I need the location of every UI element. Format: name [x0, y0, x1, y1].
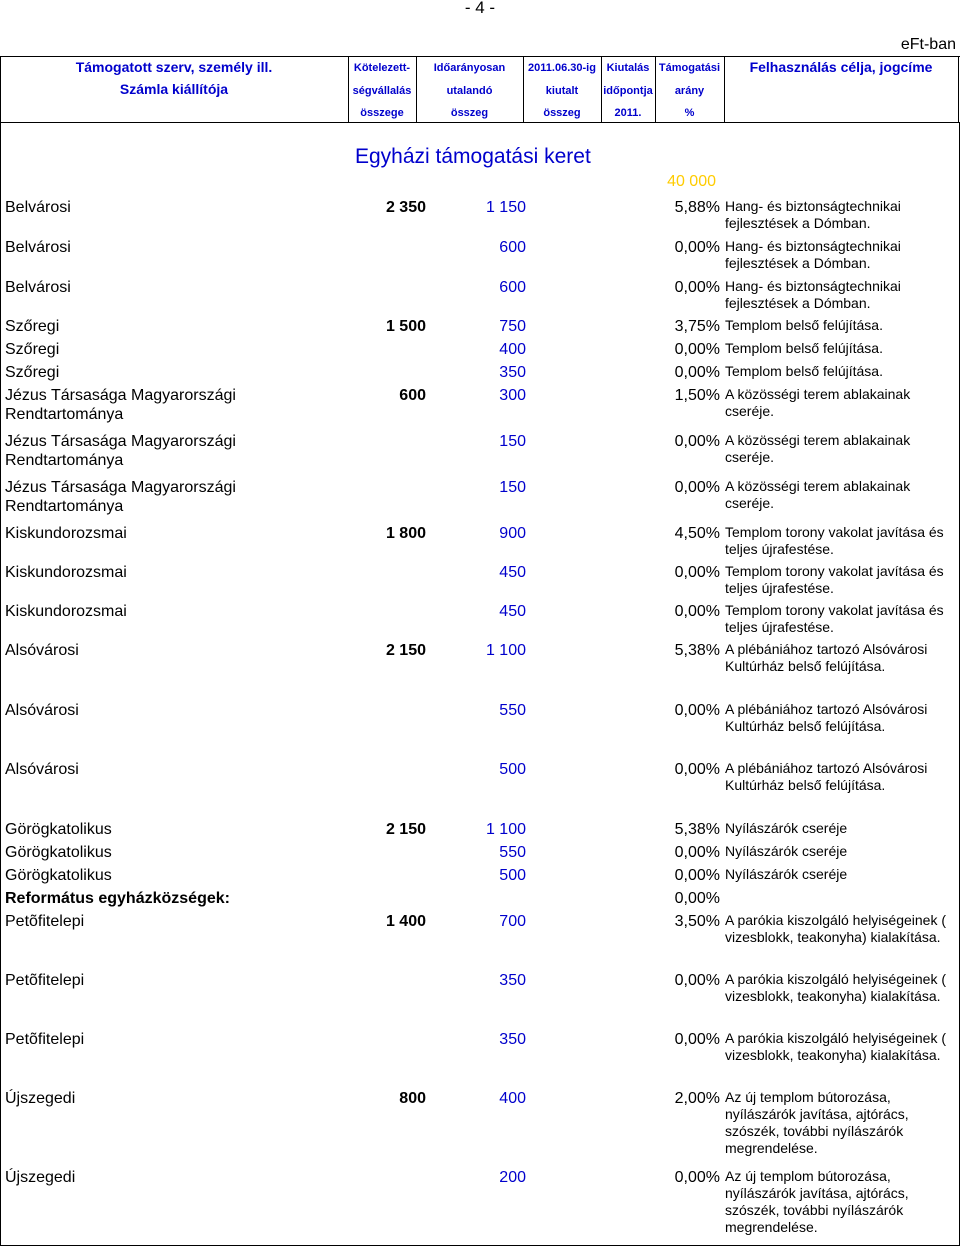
support-ratio: 1,50%	[674, 387, 720, 404]
section-title: Egyházi támogatási keret	[355, 145, 591, 168]
header-prorata-2: utalandó	[446, 85, 493, 97]
section-total: 40 000	[667, 173, 716, 190]
purpose-text: Az új templom bútorozása, nyílászárók javítása, ajtórács, szószék, további nyílászárók megrendelése.	[725, 1089, 909, 1156]
support-ratio: 0,00%	[674, 702, 720, 719]
org-name: Szőregi	[5, 318, 60, 335]
support-ratio: 0,00%	[674, 564, 720, 581]
purpose-text: A plébániához tartozó Alsóvárosi Kultúrház belső felújítása.	[725, 701, 928, 734]
purpose-text: Hang- és biztonságtechnikai fejlesztések a Dómban.	[725, 238, 901, 271]
support-ratio: 0,00%	[674, 279, 720, 296]
purpose-text: A plébániához tartozó Alsóvárosi Kultúrház belső felújítása.	[725, 641, 928, 674]
header-prorata-1: Időarányosan	[433, 62, 506, 74]
purpose-text: Templom belső felújítása.	[725, 340, 883, 356]
purpose-text: Templom belső felújítása.	[725, 363, 883, 379]
prorata-amount: 350	[499, 1031, 526, 1048]
prorata-amount: 1 100	[485, 821, 526, 838]
support-ratio: 5,88%	[674, 199, 720, 216]
support-ratio: 0,00%	[674, 761, 720, 778]
support-ratio: 0,00%	[674, 341, 720, 358]
purpose-text: A parókia kiszolgáló helyiségeinek ( vizesblokk, teakonyha) kialakítása.	[725, 971, 947, 1004]
org-name: Jézus Társasága Magyarországi Rendtartománya	[5, 433, 236, 469]
support-ratio: 0,00%	[674, 433, 720, 450]
purpose-text: A parókia kiszolgáló helyiségeinek ( vizesblokk, teakonyha) kialakítása.	[725, 912, 947, 945]
org-name: Petõfitelepi	[5, 1031, 85, 1048]
prorata-amount: 750	[499, 318, 526, 335]
prorata-amount: 350	[499, 972, 526, 989]
header-paid-2: kiutalt	[545, 85, 579, 97]
support-ratio: 3,50%	[674, 913, 720, 930]
support-ratio: 0,00%	[674, 844, 720, 861]
org-name: Belvárosi	[5, 199, 71, 216]
purpose-text: Nyílászárók cseréje	[725, 820, 848, 836]
header-top-rule	[0, 56, 960, 57]
purpose-text: A plébániához tartozó Alsóvárosi Kultúrház belső felújítása.	[725, 760, 928, 793]
prorata-amount: 1 100	[485, 642, 526, 659]
org-name: Görögkatolikus	[5, 867, 112, 884]
support-ratio: 0,00%	[674, 1031, 720, 1048]
prorata-amount: 500	[499, 867, 526, 884]
header-ratio-1: Támogatási	[658, 62, 721, 74]
commitment-amount: 800	[399, 1090, 426, 1107]
org-name: Kiskundorozsmai	[5, 603, 127, 620]
purpose-text: A közösségi terem ablakainak cseréje.	[725, 478, 911, 511]
org-name: Alsóvárosi	[5, 642, 79, 659]
header-commit-2: ségvállalás	[352, 85, 412, 97]
header-paid-1: 2011.06.30-ig	[528, 62, 596, 74]
org-name: Petõfitelepi	[5, 913, 85, 930]
org-name: Görögkatolikus	[5, 821, 112, 838]
org-name: Belvárosi	[5, 239, 71, 256]
purpose-text: A parókia kiszolgáló helyiségeinek ( vizesblokk, teakonyha) kialakítása.	[725, 1030, 947, 1063]
support-ratio: 3,75%	[674, 318, 720, 335]
purpose-text: A közösségi terem ablakainak cseréje.	[725, 432, 911, 465]
header-ratio-3: %	[684, 107, 695, 119]
header-prorata-3: összeg	[450, 107, 489, 119]
unit-label: eFt-ban	[900, 36, 956, 53]
prorata-amount: 400	[499, 341, 526, 358]
org-name: Szőregi	[5, 341, 60, 358]
prorata-amount: 350	[499, 364, 526, 381]
org-name: Jézus Társasága Magyarországi Rendtartománya	[5, 479, 236, 515]
purpose-text: Hang- és biztonságtechnikai fejlesztések a Dómban.	[725, 278, 901, 311]
org-name: Kiskundorozsmai	[5, 525, 127, 542]
prorata-amount: 600	[499, 239, 526, 256]
support-ratio: 0,00%	[674, 972, 720, 989]
prorata-amount: 450	[499, 564, 526, 581]
commitment-amount: 1 500	[385, 318, 426, 335]
purpose-text: Templom belső felújítása.	[725, 317, 883, 333]
support-ratio: 0,00%	[674, 603, 720, 620]
org-name: Református egyházközségek:	[5, 890, 230, 907]
prorata-amount: 300	[499, 387, 526, 404]
table-header	[0, 56, 960, 122]
org-name: Jézus Társasága Magyarországi Rendtartománya	[5, 387, 236, 423]
commitment-amount: 2 150	[385, 821, 426, 838]
purpose-text: Templom torony vakolat javítása és teljes újrafestése.	[725, 602, 944, 635]
commitment-amount: 1 800	[385, 525, 426, 542]
support-ratio: 5,38%	[674, 821, 720, 838]
org-name: Alsóvárosi	[5, 702, 79, 719]
support-ratio: 0,00%	[674, 1169, 720, 1186]
org-name: Görögkatolikus	[5, 844, 112, 861]
support-ratio: 0,00%	[674, 890, 720, 907]
purpose-text: Az új templom bútorozása, nyílászárók javítása, ajtórács, szószék, további nyílászárók megrendelése.	[725, 1168, 909, 1235]
prorata-amount: 150	[499, 433, 526, 450]
prorata-amount: 450	[499, 603, 526, 620]
purpose-text: Nyílászárók cseréje	[725, 866, 848, 882]
org-name: Belvárosi	[5, 279, 71, 296]
commitment-amount: 1 400	[385, 913, 426, 930]
org-name: Újszegedi	[5, 1090, 76, 1107]
header-purpose: Felhasználás célja, jogcíme	[749, 59, 933, 75]
prorata-amount: 550	[499, 702, 526, 719]
commitment-amount: 600	[399, 387, 426, 404]
header-org: Támogatott szerv, személy ill.	[75, 59, 273, 75]
org-name: Szőregi	[5, 364, 60, 381]
header-commit-1: Kötelezett-	[353, 62, 411, 74]
header-paid-3: összeg	[543, 107, 581, 119]
org-name: Alsóvárosi	[5, 761, 79, 778]
prorata-amount: 600	[499, 279, 526, 296]
prorata-amount: 550	[499, 844, 526, 861]
purpose-text: Nyílászárók cseréje	[725, 843, 848, 859]
support-ratio: 0,00%	[674, 364, 720, 381]
header-date-2: időpontja	[603, 85, 653, 97]
org-name: Petõfitelepi	[5, 972, 85, 989]
org-name: Kiskundorozsmai	[5, 564, 127, 581]
support-ratio: 2,00%	[674, 1090, 720, 1107]
commitment-amount: 2 350	[385, 199, 426, 216]
support-ratio: 4,50%	[674, 525, 720, 542]
prorata-amount: 900	[499, 525, 526, 542]
support-ratio: 0,00%	[674, 239, 720, 256]
purpose-text: A közösségi terem ablakainak cseréje.	[725, 386, 911, 419]
page-number: - 4 -	[464, 0, 496, 17]
prorata-amount: 1 150	[485, 199, 526, 216]
prorata-amount: 400	[499, 1090, 526, 1107]
prorata-amount: 150	[499, 479, 526, 496]
purpose-text: Templom torony vakolat javítása és teljes újrafestése.	[725, 563, 944, 596]
header-date-1: Kiutalás	[606, 62, 650, 74]
header-ratio-2: arány	[674, 85, 705, 97]
support-ratio: 0,00%	[674, 479, 720, 496]
header-invoice: Számla kiállítója	[119, 81, 229, 97]
support-ratio: 0,00%	[674, 867, 720, 884]
prorata-amount: 700	[499, 913, 526, 930]
header-commit-3: összege	[360, 107, 404, 119]
purpose-text: Templom torony vakolat javítása és teljes újrafestése.	[725, 524, 944, 557]
header-date-3: 2011.	[614, 107, 642, 119]
prorata-amount: 200	[499, 1169, 526, 1186]
commitment-amount: 2 150	[385, 642, 426, 659]
org-name: Újszegedi	[5, 1169, 76, 1186]
prorata-amount: 500	[499, 761, 526, 778]
header-divider	[958, 56, 959, 122]
purpose-text: Hang- és biztonságtechnikai fejlesztések a Dómban.	[725, 198, 901, 231]
support-ratio: 5,38%	[674, 642, 720, 659]
